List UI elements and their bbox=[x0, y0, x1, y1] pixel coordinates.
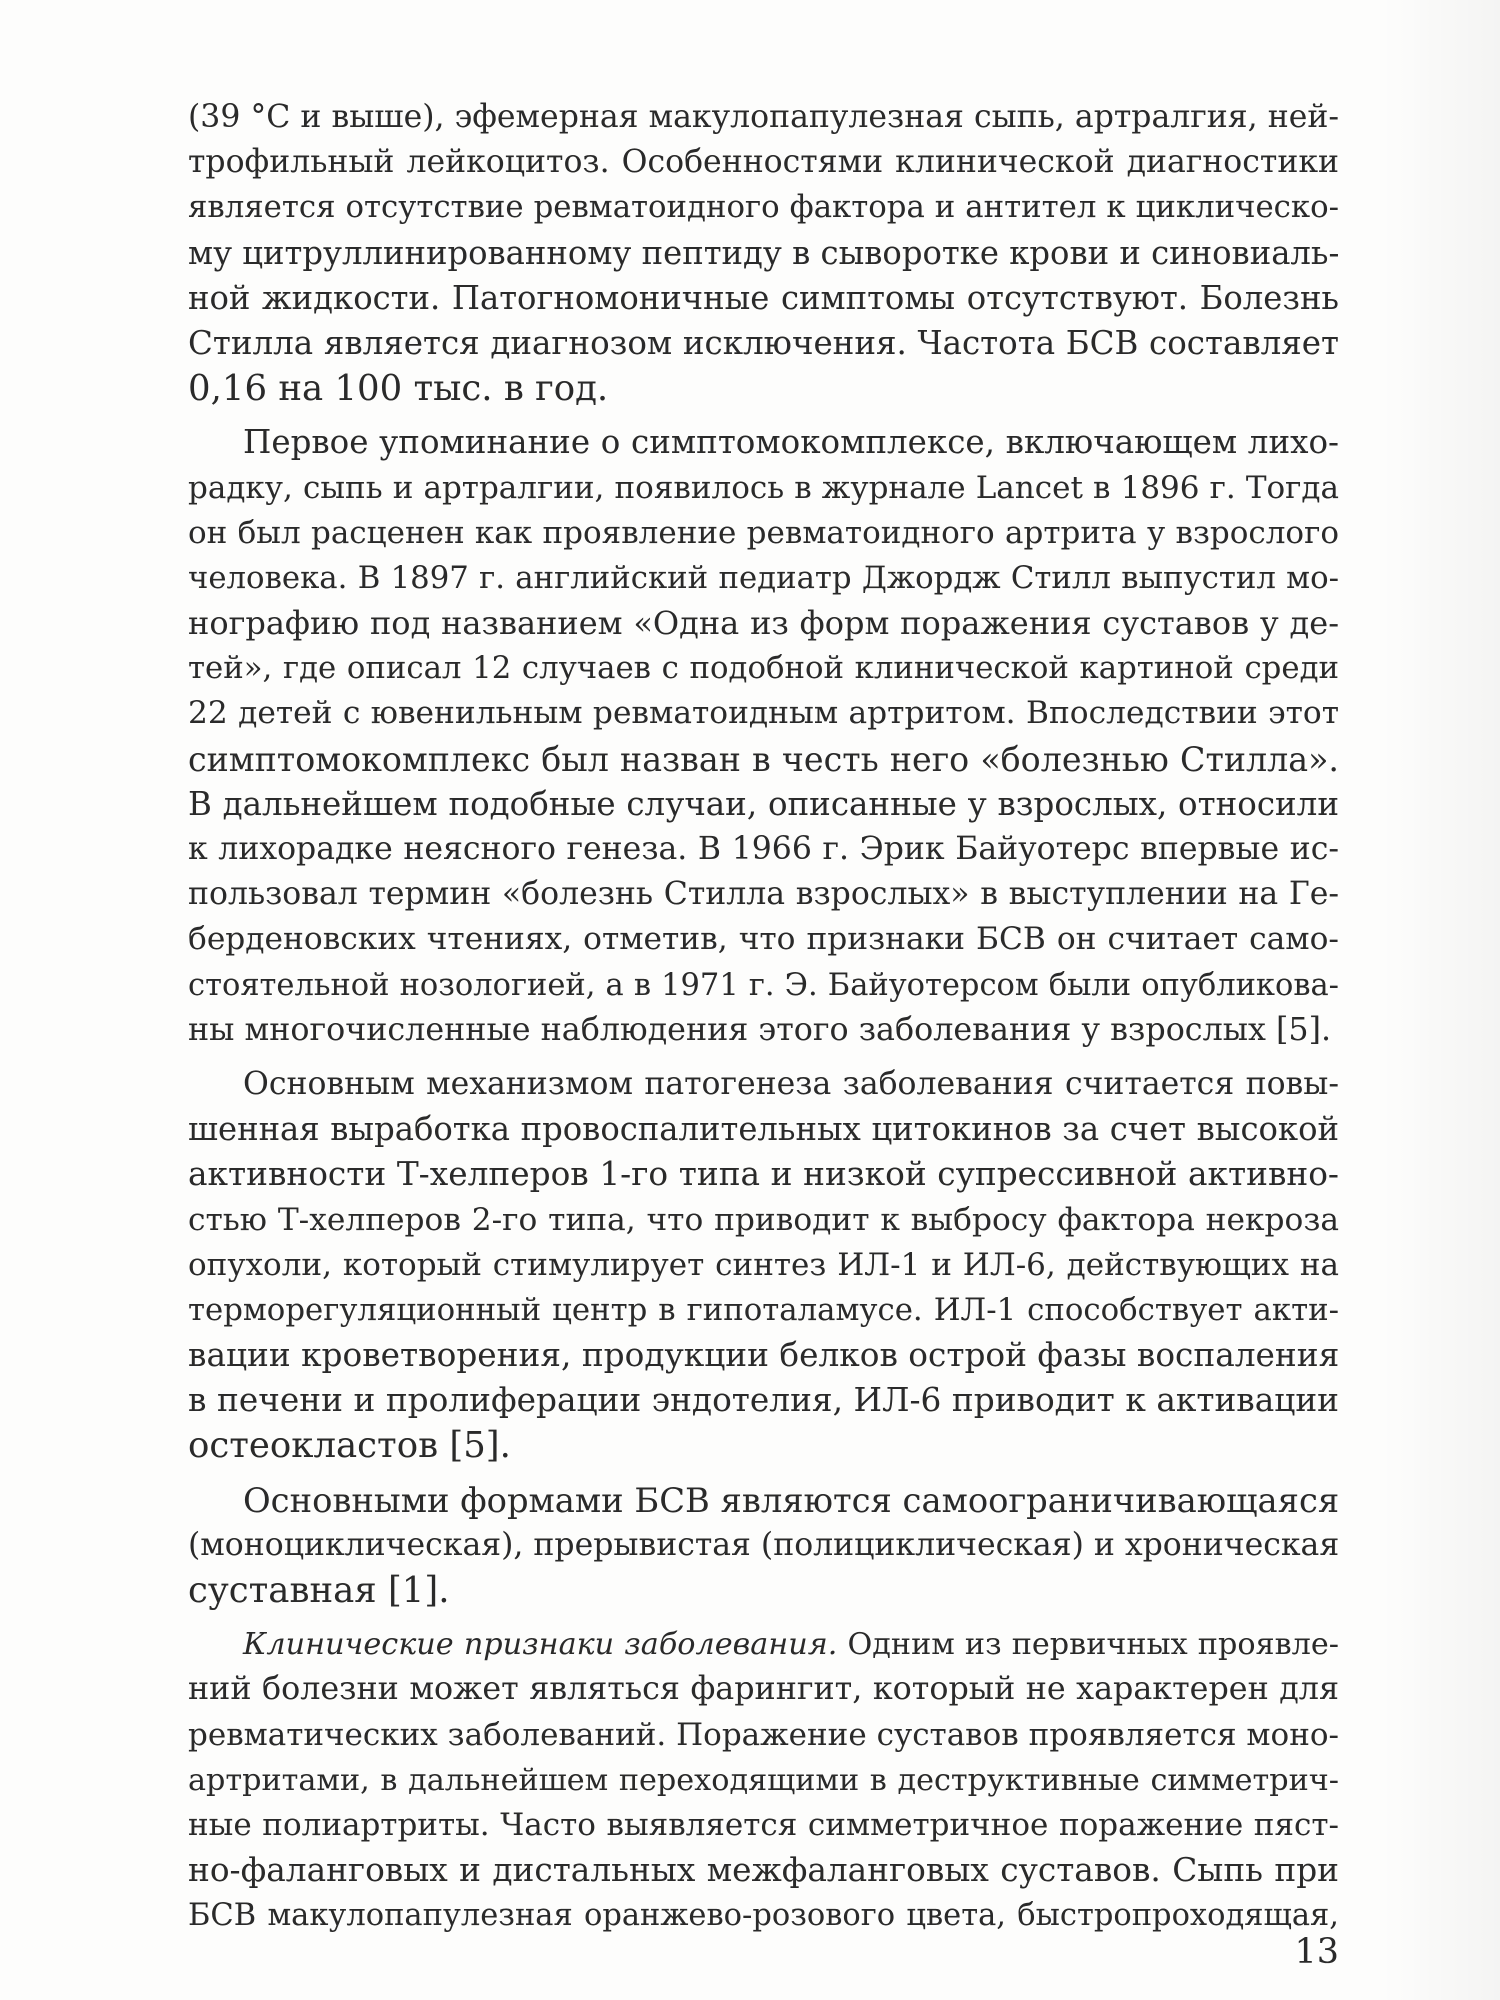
paragraph-4 bbox=[188, 1478, 1339, 1614]
text-line: активности Т-хелперов 1-го типа и низкой супрессивной активно- bbox=[188, 1155, 1339, 1194]
text-line: ные полиартриты. Часто выявляется симметричное поражение пяст- bbox=[188, 1806, 1339, 1843]
text-line: Первое упоминание о симптомокомплексе, включающем лихо- bbox=[243, 423, 1339, 462]
text-line: суставная [1]. bbox=[188, 1570, 450, 1611]
text-line: нографию под названием «Одна из форм поражения суставов у де- bbox=[188, 604, 1339, 643]
paragraph-2 bbox=[188, 420, 1339, 1053]
text-line: БСВ макулопапулезная оранжево-розового цвета, быстропроходящая, bbox=[188, 1898, 1339, 1934]
text-line: ревматических заболеваний. Поражение суставов проявляется моно- bbox=[188, 1716, 1339, 1753]
text-line: ний болезни может являться фарингит, который не характерен для bbox=[188, 1671, 1339, 1708]
text-line: Основными формами БСВ являются самоограничивающаяся bbox=[243, 1480, 1339, 1520]
text-line: Основным механизмом патогенеза заболевания считается повы- bbox=[243, 1065, 1339, 1102]
text-line: терморегуляционный центр в гипоталамусе. ИЛ-1 способствует акти- bbox=[188, 1291, 1339, 1328]
text-line: шенная выработка провоспалительных цитокинов за счет высокой bbox=[188, 1110, 1339, 1149]
text-line: но-фаланговых и дистальных межфаланговых суставов. Сыпь при bbox=[188, 1851, 1339, 1890]
text-line: В дальнейшем подобные случаи, описанные у взрослых, относили bbox=[188, 784, 1339, 823]
text-line: пользовал термин «болезнь Стилла взрослых» в выступлении на Ге- bbox=[188, 876, 1339, 913]
text-line: человека. В 1897 г. английский педиатр Джордж Стилл выпустил мо- bbox=[188, 559, 1339, 596]
page-number: 13 bbox=[1294, 1932, 1339, 1972]
text-line: симптомокомплекс был назван в честь него «болезнью Стилла». bbox=[188, 739, 1339, 779]
text-line: 0,16 на 100 тыс. в год. bbox=[188, 368, 609, 410]
text-line: он был расценен как проявление ревматоидного артрита у взрослого bbox=[188, 514, 1339, 551]
text-line: трофильный лейкоцитоз. Особенностями клинической диагностики bbox=[188, 144, 1339, 181]
text-line: в печени и пролиферации эндотелия, ИЛ-6 приводит к активации bbox=[188, 1381, 1339, 1420]
text-line: стью Т-хелперов 2-го типа, что приводит к выбросу фактора некроза bbox=[188, 1201, 1339, 1238]
text-line: 22 детей с ювенильным ревматоидным артритом. Впоследствии этот bbox=[188, 695, 1339, 732]
section-run-in-heading: Клинические признаки заболевания. bbox=[243, 1627, 838, 1663]
text-line: (39 °С и выше), эфемерная макулопапулезная сыпь, артралгия, ней- bbox=[188, 99, 1339, 135]
text-line: тей», где описал 12 случаев с подобной клинической картиной среди bbox=[188, 650, 1339, 687]
text-line: вации кроветворения, продукции белков острой фазы воспаления bbox=[188, 1336, 1339, 1375]
text-line: ны многочисленные наблюдения этого заболевания у взрослых [5]. bbox=[188, 1011, 1332, 1048]
text-line bbox=[188, 1622, 1339, 1667]
text-line: к лихорадке неясного генеза. В 1966 г. Эрик Байуотерс впервые ис- bbox=[188, 831, 1339, 867]
text-line: ной жидкости. Патогномоничные симптомы отсутствуют. Болезнь bbox=[188, 278, 1339, 317]
text-line: стоятельной нозологией, а в 1971 г. Э. Байуотерсом были опубликова- bbox=[188, 967, 1339, 1003]
page-edge-shadow bbox=[1380, 0, 1500, 2000]
text-line: берденовских чтениях, отметив, что признаки БСВ он считает само- bbox=[188, 921, 1339, 958]
paragraph-1 bbox=[188, 95, 1339, 411]
text-line: му цитруллинированному пептиду в сыворотке крови и синовиаль- bbox=[188, 233, 1339, 272]
text-run: Одним из первичных проявле- bbox=[837, 1627, 1339, 1663]
text-line: артритами, в дальнейшем переходящими в деструктивные симметрич- bbox=[188, 1762, 1339, 1798]
body-text bbox=[188, 95, 1339, 1939]
text-line: опухоли, который стимулирует синтез ИЛ-1 и ИЛ-6, действующих на bbox=[188, 1246, 1339, 1283]
text-line: Стилла является диагнозом исключения. Частота БСВ составляет bbox=[188, 323, 1339, 362]
paragraph-3 bbox=[188, 1062, 1339, 1469]
text-line: является отсутствие ревматоидного фактора и антител к циклическо- bbox=[188, 189, 1339, 226]
paragraph-5 bbox=[188, 1622, 1339, 1938]
text-line: радку, сыпь и артралгии, появилось в журнале Lancet в 1896 г. Тогда bbox=[188, 469, 1339, 506]
text-line: остеокластов [5]. bbox=[188, 1425, 511, 1467]
text-line: (моноциклическая), прерывистая (полициклическая) и хроническая bbox=[188, 1526, 1339, 1563]
